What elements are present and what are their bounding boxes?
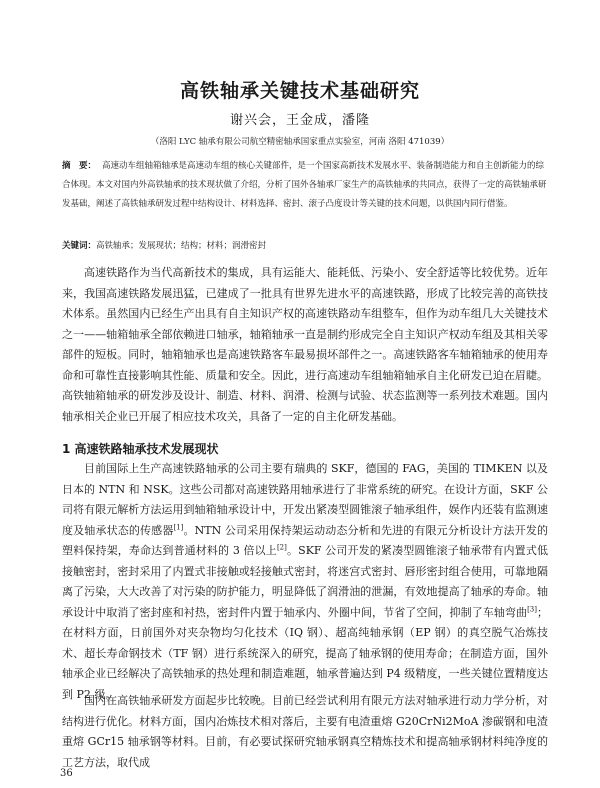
body-paragraph-status <box>62 459 548 705</box>
keywords-text: 高铁轴承；发展现状；结构；材料；润滑密封 <box>96 241 267 251</box>
citation-ref: [2] <box>276 543 287 552</box>
keywords-label: 关键词： <box>62 241 97 251</box>
abstract-block <box>62 157 548 214</box>
body-paragraph-domestic: 国内在高铁轴承研发方面起步比较晚。目前已经尝试利用有限元方法对轴承进行动力学分析，对结构进行优化。材料方面，国内冶炼技术相对落后，主要有电渣重熔 G20CrNi2MoA 渗碳钢和电渣重熔 GCr15 轴承钢等材料。目前，有必要试探研究轴承钢真空精炼技术和提高轴承钢材料纯净度的工艺方法，取代成 <box>62 694 548 769</box>
paragraph-text: 。NTN 公司采用保持架运动动态分析和先进的有限元分析设计方法开发的塑料保持架，寿命达到普通材料的 3 倍以上 <box>62 523 548 557</box>
affiliation: （洛阳 LYC 轴承有限公司航空精密轴承国家重点实验室，河南 洛阳 471039） <box>150 137 450 147</box>
keywords-block <box>62 239 548 253</box>
section-heading: 1 高速铁路轴承技术发展现状 <box>62 442 219 456</box>
paragraph-text: ；在材料方面，日前国外对夹杂物均匀化技术（IQ 钢）、超高纯轴承钢（EP 钢）的真空脱气冶炼技术、超长寿命钢技术（TF 钢）进行系统深入的研究，提高了轴承钢的使用寿命；在制造方面，国外轴承企业已经解决了高铁轴承的热处理和制造难题，轴承普遍达到 P4 级精度，一些关键位置精度达到 P2 级。 <box>62 605 548 701</box>
paper-title: 高铁轴承关键技术基础研究 <box>179 80 420 102</box>
citation-ref: [1] <box>173 522 184 531</box>
paragraph-text: 。SKF 公司开发的紧凑型圆锥滚子轴承带有内置式低接触密封，密封采用了内置式非接触或轻接触式密封，将迷宫式密封、唇形密封组合使用，可靠地隔离了污染，大大改善了对污染的防护能力，明显降低了润滑油的泄漏，有效地提高了轴承的寿命。轴承设计中取消了密封座和衬热，密封件内置于轴承内、外圈中间，节省了空间，抑制了车轴弯曲 <box>62 544 548 619</box>
author-list: 谢兴会，王金成，潘隆 <box>229 113 370 128</box>
citation-ref: [3] <box>527 604 537 613</box>
page-number: 36 <box>60 768 73 779</box>
abstract-label: 摘 要： <box>62 161 97 171</box>
intro-paragraph: 高速铁路作为当代高新技术的集成，具有运能大、能耗低、污染小、安全舒适等比较优势。近年来，我国高速铁路发展迅猛，已建成了一批具有世界先进水平的高速铁路，形成了比较完善的高铁技术体系。虽然国内已经生产出具有自主知识产权的高速铁路动车组整车，但作为动车组几大关键技术之一——轴箱轴承全部依赖进口轴承，轴箱轴承一直是制约形成完全自主知识产权动车组及其相关零部件的短板。同时，轴箱轴承也是高速铁路客车最易损坏部件之一。高速铁路客车轴箱轴承的使用寿命和可靠性直接影响其性能、质量和安全。因此，进行高速动车组轴箱轴承自主化研发已迫在眉睫。高铁轴箱轴承的研发涉及设计、制造、材料、润滑、检测与试验、状态监测等一系列技术难题。国内轴承相关企业已开展了相应技术攻关，具备了一定的自主化研发基础。 <box>62 266 548 423</box>
abstract-text: 高速动车组轴箱轴承是高速动车组的核心关键部件，是一个国家高新技术发展水平、装备制造能力和自主创新能力的综合体现。本文对国内外高铁轴承的技术现状做了介绍，分析了国外各轴承厂家生产的高铁轴承的共同点，获得了一定的高铁轴承研发基础，阐述了高铁轴承研发过程中结构设计、材料选择、密封、滚子凸度设计等关键的技术问题，以供国内同行借鉴。 <box>62 161 547 209</box>
paragraph-text: 目前国际上生产高速铁路轴承的公司主要有瑞典的 SKF，德国的 FAG，美国的 TIMKEN 以及日本的 NTN 和 NSK。这些公司都对高速铁路用轴承进行了非常系统的研究。在设计方面，SKF 公司将有限元解析方法运用到轴箱轴承设计中，开发出紧凑型圆锥滚子轴承组件，娱作内还装有监测速度及轴承状态的传感器 <box>62 462 548 537</box>
